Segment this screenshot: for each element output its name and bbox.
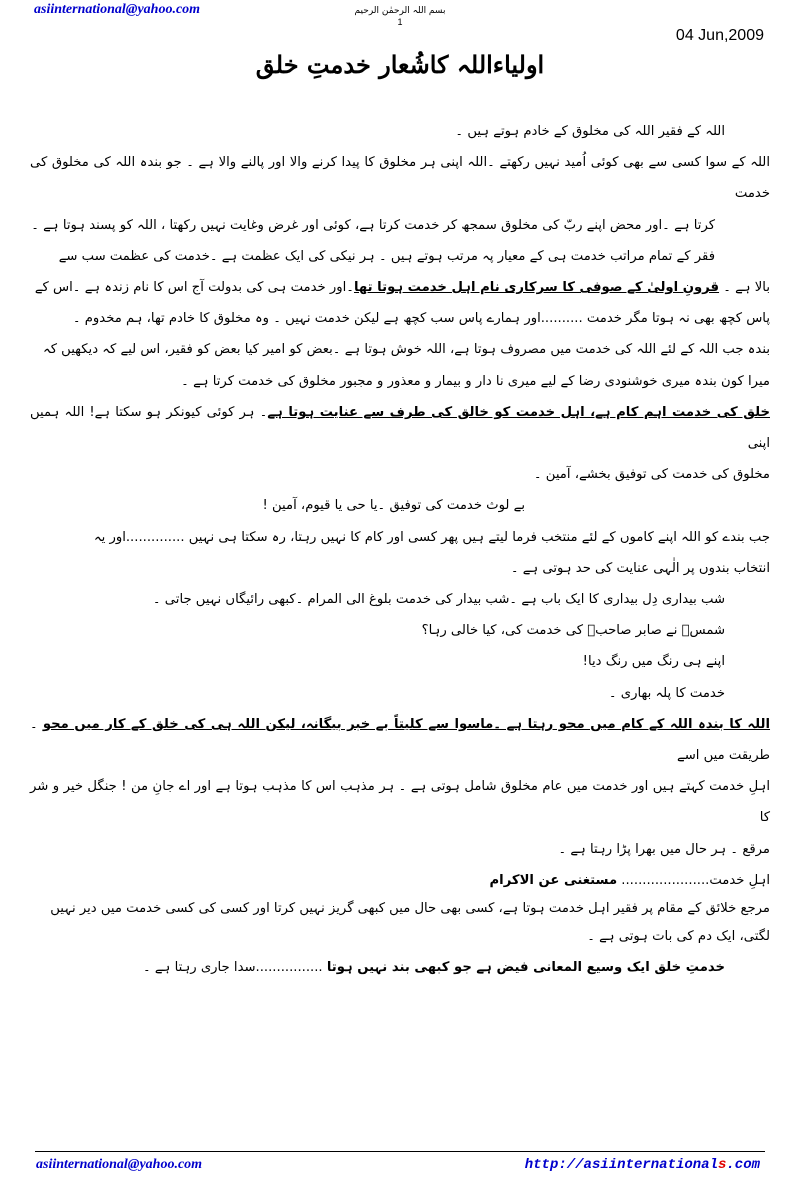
date: 04 Jun,2009 [675,27,764,44]
bismillah: بسم اللہ الرحمٰن الرحیم [354,6,446,16]
text-span: ۔ ہر کوئی کیونکر ہو سکتا ہے! اللہ ہمیں اپنی [30,404,770,452]
paragraph-line: بے لوث خدمت کی توفیق ۔یا حی یا قیوم، آمین ! [262,498,525,514]
emphasized-text: مستغنی عن الاکرام [489,872,618,888]
page-title: اولیاءاللہ کاشُعار خدمتِ خلق [255,50,545,79]
emphasized-text: خدمتِ خلق ایک وسیع المعانی فیض ہے جو کبھی بند نہیں ہوتا [326,960,725,976]
paragraph-line: اہلِ خدمت کہتے ہیں اور خدمت میں عام مخلوق شامل ہوتی ہے ۔ ہر مذہب اس کا مذہب ہوتا ہے اور اے جانِ من ! جنگل خیر و شر کا [30,779,770,826]
footer-website-link[interactable] [525,1157,760,1173]
emphasized-text: قرونِ اولیٰ کے صوفی کا سرکاری نام اہل خدمت ہوتا تھا [353,280,720,296]
paragraph-line: مخلوق کی خدمت کی توفیق بخشے، آمین ۔ [533,467,770,483]
footer-divider [35,1151,765,1152]
url-highlight: s [717,1157,727,1173]
paragraph-line: کرتا ہے ۔اور محض اپنے ربّ کی مخلوق سمجھ کر خدمت کرتا ہے، کوئی اور غرض وغایت نہیں رکھتا ، اللہ کو پسند ہوتا ہے ۔ [31,217,715,233]
paragraph-line: اللہ کے فقیر اللہ کی مخلوق کے خادم ہوتے ہیں ۔ [455,124,725,139]
paragraph-line: جب بندے کو اللہ اپنے کاموں کے لئے منتخب فرما لیتے ہیں پھر کسی اور کام کا نہیں رہتا، رہ سکتا ہی نہیں ..............اور یہ [93,529,770,545]
header-email-link[interactable]: asiinternational@yahoo.com [34,2,201,17]
text-span: ۔اور خدمت ہی کی بدولت آج اس کا نام زندہ ہے ۔اس کے [34,280,354,296]
paragraph-line [30,272,770,303]
text-span: ۔طریقت میں اسے [30,716,770,764]
paragraph-line: مرجع خلائق کے مقام پر فقیر اہل خدمت ہوتا ہے، کسی بھی حال میں کبھی گریز نہیں کرتا اور کسی کی کسی خدمت میں دیر نہیں [50,901,770,917]
paragraph-line: مرقع ۔ ہر حال میں بھرا پڑا رہتا ہے ۔ [558,841,770,857]
paragraph-line: پاس کچھ بھی نہ ہوتا مگر خدمت ..........اور ہمارے پاس سب کچھ ہے لیکن خدمت نہیں ۔ وہ مخلوق کا خادم تھا، ہم مخدوم ۔ [72,311,770,327]
text-span: ................سدا جاری رہتا ہے ۔ [143,960,327,976]
emphasized-text: اللہ کا بندہ اللہ کے کام میں محو رہتا ہے ۔ماسوا سے کلیتاً بے خبر بیگانہ، لیکن اللہ ہی کی خلق کے کار میں محو [42,716,771,732]
page-number: 1 [397,17,403,27]
article-body [30,116,770,983]
paragraph-line: اپنے ہی رنگ میں رنگ دیا! [582,654,725,670]
paragraph-line: بندہ جب اللہ کے لئے اللہ کی خدمت میں مصروف ہوتا ہے، اللہ خوش ہوتا ہے ۔بعض کو امیر کیا بعض کو فقیر، اس لیے کہ دیکھیں کہ [42,342,770,358]
paragraph-line [30,397,770,459]
paragraph-line [30,709,770,771]
paragraph-line [30,865,770,896]
text-span: بالا ہے ۔ [719,280,770,296]
paragraph-line: لگتی، ایک دم کی بات ہوتی ہے ۔ [587,929,770,945]
paragraph-line: خدمت کا پلہ بھاری ۔ [608,685,725,701]
text-span: اہلِ خدمت..................... [617,872,770,888]
paragraph-line [30,952,770,983]
footer-email-link[interactable]: asiinternational@yahoo.com [36,1157,203,1172]
emphasized-text: خلق کی خدمت اہم کام ہے، اہل خدمت کو خالق کی طرف سے عنایت ہوتا ہے [267,404,770,420]
url-suffix: .com [726,1157,760,1173]
url-prefix: http://asiinternational [524,1157,718,1173]
paragraph-line: شب بیداری دِل بیداری کا ایک باب ہے ۔شب بیدار کی خدمت بلوغ الی المرام ۔کبھی رائیگاں نہیں جاتی ۔ [152,592,725,608]
paragraph-line: شمسؒ نے صابر صاحبؒ کی خدمت کی، کیا خالی رہا؟ [421,623,725,639]
paragraph-line: اللہ کے سوا کسی سے بھی کوئی اُمید نہیں رکھتے ۔اللہ اپنی ہر مخلوق کا پیدا کرنے والا اور پالنے والا ہے ۔ جو بندہ اللہ کی مخلوق کی خدمت [30,155,770,202]
paragraph-line: میرا کون بندہ میری خوشنودی رضا کے لیے میری نا دار و بیمار و معذور و مجبور مخلوق کی خدمت کرتا ہے ۔ [181,373,770,389]
paragraph-line: انتخاب بندوں پر الٰہی عنایت کی حد ہوتی ہے ۔ [510,560,770,576]
paragraph-line: فقر کے تمام مراتب خدمت ہی کے معیار پہ مرتب ہوتے ہیں ۔ ہر نیکی کی ایک عظمت ہے ۔خدمت کی عظمت سب سے [58,248,715,264]
